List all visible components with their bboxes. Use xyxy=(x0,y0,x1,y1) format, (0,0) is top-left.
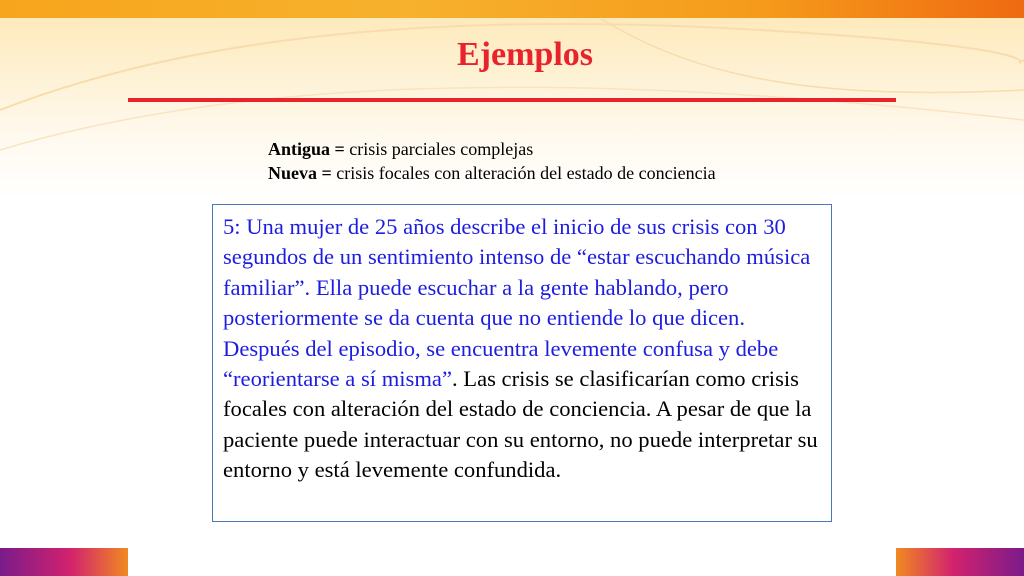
definition-old-term: Antigua = xyxy=(268,139,345,159)
definition-old-text: crisis parciales complejas xyxy=(344,139,534,159)
definitions xyxy=(268,137,716,185)
case-description: 5: Una mujer de 25 años describe el inicio de sus crisis con 30 segundos de un sentimiento intenso de “estar escuchando música familiar”. Ella puede escuchar a la gente hablando, pero posteriormente se da cuenta que no entiende lo que dicen. Después del episodio, se encuentra levemente confusa y debe “reorientarse a sí misma” xyxy=(223,214,811,392)
definition-old xyxy=(268,137,716,161)
definition-new-text: crisis focales con alteración del estado de conciencia xyxy=(331,163,716,183)
slide-title: Ejemplos xyxy=(457,36,593,73)
bottom-left-accent xyxy=(0,548,128,576)
definition-new xyxy=(268,161,716,185)
definition-new-term: Nueva = xyxy=(268,163,332,183)
case-text-box xyxy=(212,204,832,522)
bottom-right-accent xyxy=(896,548,1024,576)
title-underline xyxy=(128,98,896,102)
case-classification: . Las crisis se clasificarían como crisis focales con alteración del estado de conciencia. A pesar de que la paciente puede interactuar con su entorno, no puede interpretar su entorno y está levemente confundida. xyxy=(223,366,818,483)
